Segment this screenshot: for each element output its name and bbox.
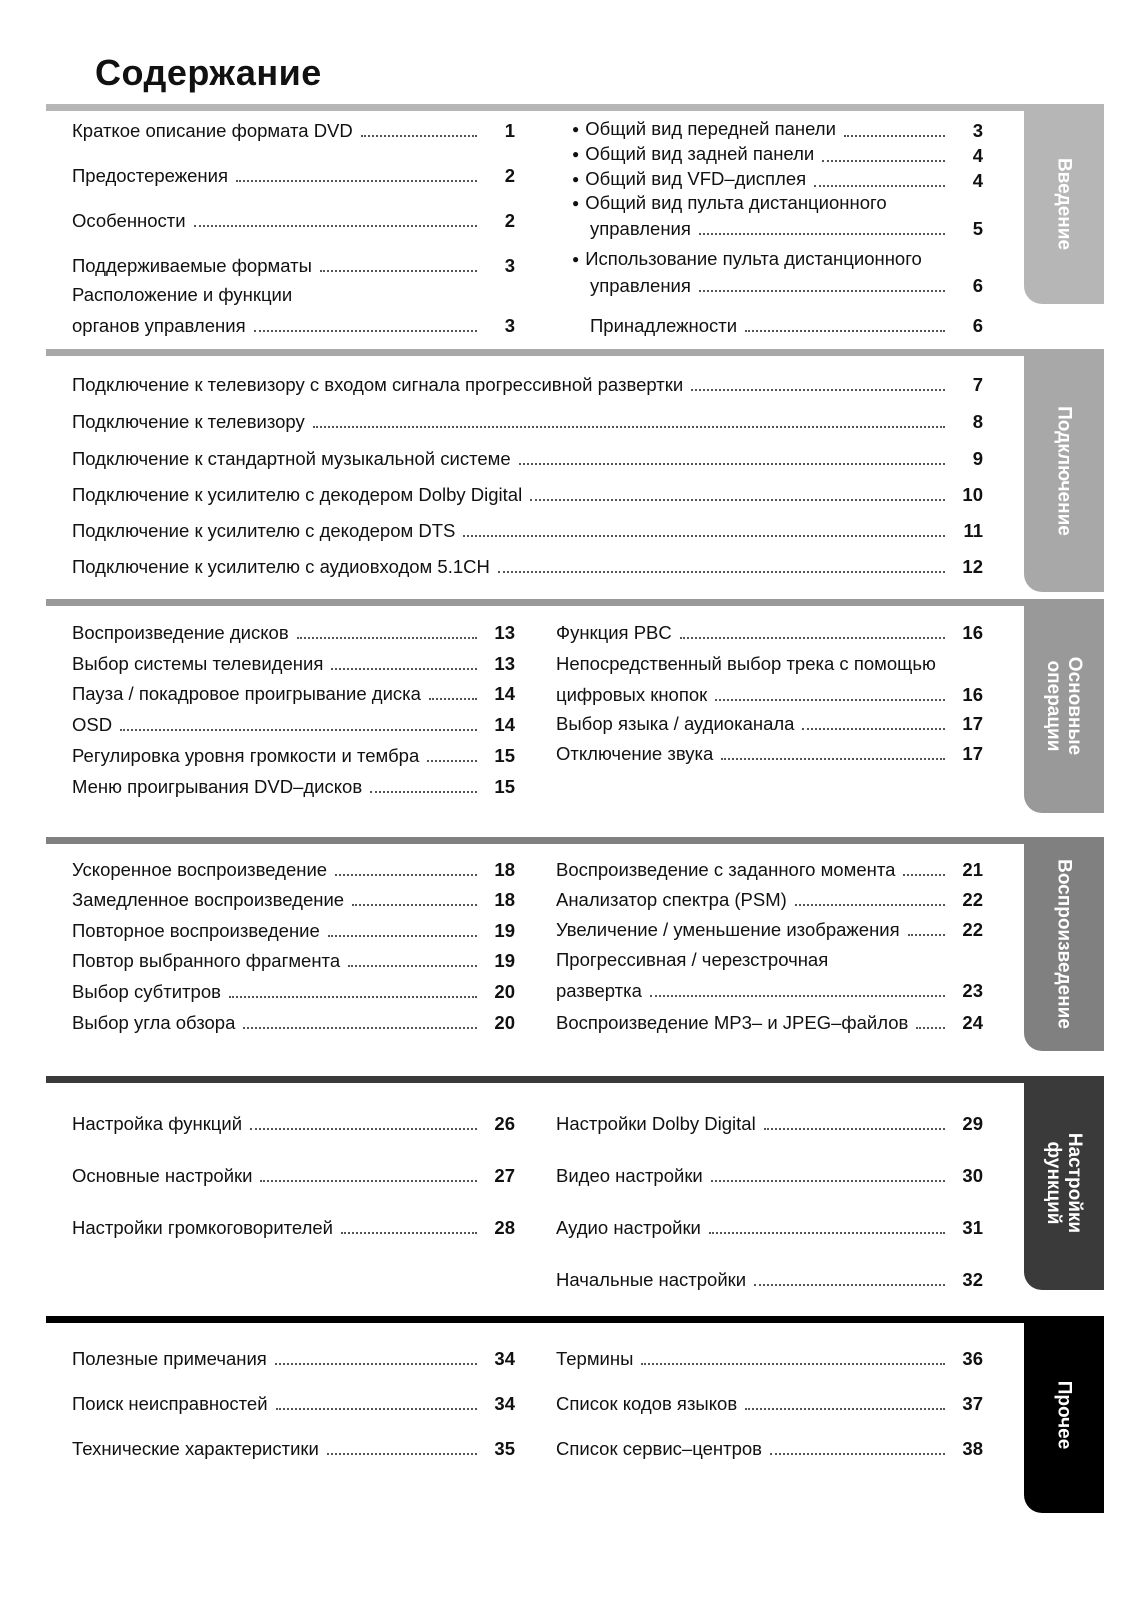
- toc-entry[interactable]: [72, 946, 515, 972]
- toc-entry-label: Настройка функций: [72, 1113, 243, 1134]
- toc-entry-page: 16: [962, 622, 983, 643]
- toc-entry-label: Подключение к стандартной музыкальной системе: [72, 448, 511, 469]
- toc-entry-page: 34: [494, 1348, 515, 1369]
- toc-entry-page: 37: [962, 1393, 983, 1414]
- toc-entry-page: 36: [962, 1348, 983, 1369]
- toc-entry-page: 27: [494, 1165, 515, 1186]
- toc-entry[interactable]: [556, 1008, 983, 1034]
- toc-entry-page: 9: [972, 448, 983, 469]
- toc-entry-label: Выбор системы телевидения: [72, 653, 324, 674]
- leader-dots: [745, 1408, 945, 1410]
- toc-entry[interactable]: [72, 516, 983, 542]
- leader-dots: [745, 330, 945, 332]
- leader-dots: [680, 637, 945, 639]
- toc-entry[interactable]: [72, 772, 515, 798]
- toc-entry-label: Расположение и функции: [72, 284, 293, 305]
- leader-dots: [120, 729, 477, 731]
- leader-dots: [795, 904, 945, 906]
- toc-entry-page: 31: [962, 1217, 983, 1238]
- toc-entry[interactable]: [556, 855, 983, 881]
- toc-entry[interactable]: [72, 370, 983, 396]
- tab-connection[interactable]: [1024, 349, 1104, 592]
- toc-entry[interactable]: [72, 1109, 515, 1135]
- toc-entry-page: 15: [494, 776, 515, 797]
- toc-entry-label: OSD: [72, 714, 113, 735]
- toc-entry-page: 12: [962, 556, 983, 577]
- toc-entry-page: 4: [972, 170, 983, 191]
- leader-dots: [709, 1232, 945, 1234]
- toc-entry[interactable]: [572, 141, 983, 167]
- toc-entry[interactable]: [72, 1434, 515, 1460]
- toc-entry[interactable]: [556, 1213, 983, 1239]
- toc-entry-label: цифровых кнопок: [556, 684, 708, 705]
- toc-entry-label: Видео настройки: [556, 1165, 703, 1186]
- toc-entry-label: Повторное воспроизведение: [72, 920, 320, 941]
- toc-entry-page: 6: [972, 315, 983, 336]
- toc-entry-label: Аудио настройки: [556, 1217, 701, 1238]
- toc-entry-label: Основные настройки: [72, 1165, 253, 1186]
- tab-basic-operations-label: [1043, 657, 1085, 755]
- toc-entry[interactable]: [572, 311, 983, 337]
- toc-entry[interactable]: [556, 1344, 983, 1370]
- toc-entry-page: 38: [962, 1438, 983, 1459]
- toc-entry[interactable]: [72, 206, 515, 232]
- toc-entry-page: 14: [494, 714, 515, 735]
- leader-dots: [348, 965, 477, 967]
- tab-label-line: функций: [1043, 1141, 1064, 1225]
- toc-entry-page: 32: [962, 1269, 983, 1290]
- toc-entry-label: управления: [590, 275, 691, 296]
- toc-entry-label: Поиск неисправностей: [72, 1393, 268, 1414]
- toc-entry-label: Воспроизведение MP3– и JPEG–файлов: [556, 1012, 909, 1033]
- toc-entry[interactable]: [72, 710, 515, 736]
- toc-entry[interactable]: [72, 977, 515, 1003]
- leader-dots: [276, 1408, 477, 1410]
- leader-dots: [361, 135, 477, 137]
- leader-dots: [530, 499, 945, 501]
- toc-entry-page: 4: [972, 145, 983, 166]
- toc-entry-page: 28: [494, 1217, 515, 1238]
- toc-entry-page: 18: [494, 859, 515, 880]
- leader-dots: [236, 180, 477, 182]
- toc-entry[interactable]: [72, 885, 515, 911]
- tab-function-settings-label: [1043, 1133, 1085, 1233]
- leader-dots: [250, 1128, 477, 1130]
- toc-entry[interactable]: [72, 480, 983, 506]
- leader-dots: [916, 1027, 945, 1029]
- toc-entry-label: Список кодов языков: [556, 1393, 738, 1414]
- toc-entry-page: 29: [962, 1113, 983, 1134]
- leader-dots: [320, 270, 477, 272]
- tab-playback[interactable]: [1024, 837, 1104, 1051]
- toc-entry-page: 17: [962, 713, 983, 734]
- leader-dots: [498, 571, 945, 573]
- toc-entry[interactable]: [556, 915, 983, 941]
- leader-dots: [822, 160, 945, 162]
- leader-dots: [699, 233, 945, 235]
- toc-entry-label: Термины: [556, 1348, 634, 1369]
- toc-entry-page: 22: [962, 889, 983, 910]
- toc-entry-label: Анализатор спектра (PSM): [556, 889, 787, 910]
- leader-dots: [844, 135, 945, 137]
- toc-entry-page: 5: [972, 218, 983, 239]
- toc-entry[interactable]: [556, 1109, 983, 1135]
- toc-entry-label: Подключение к усилителю с декодером DTS: [72, 520, 456, 541]
- toc-entry[interactable]: [72, 280, 515, 306]
- toc-entry-page: 35: [494, 1438, 515, 1459]
- toc-entry-page: 15: [494, 745, 515, 766]
- toc-entry[interactable]: [72, 1389, 515, 1415]
- toc-entry[interactable]: [72, 251, 515, 277]
- toc-entry-label: Особенности: [72, 210, 186, 231]
- toc-entry-label: Подключение к усилителю с аудиовходом 5.1CH: [72, 556, 490, 577]
- toc-entry-label: ● Общий вид передней панели: [572, 118, 836, 142]
- toc-entry-label: Выбор языка / аудиоканала: [556, 713, 795, 734]
- toc-entry-page: 2: [504, 210, 515, 231]
- section-divider-play: [46, 837, 1024, 844]
- toc-entry[interactable]: [72, 1344, 515, 1370]
- page-title: Содержание: [95, 52, 322, 93]
- toc-entry-label: Выбор угла обзора: [72, 1012, 236, 1033]
- toc-entry[interactable]: [556, 739, 983, 765]
- tab-label-line: Настройки: [1064, 1132, 1085, 1234]
- leader-dots: [711, 1180, 945, 1182]
- leader-dots: [764, 1128, 945, 1130]
- toc-entry[interactable]: [72, 552, 983, 578]
- section-divider-conn: [46, 349, 1024, 356]
- toc-entry-label: Воспроизведение дисков: [72, 622, 289, 643]
- leader-dots: [691, 389, 945, 391]
- leader-dots: [297, 637, 477, 639]
- toc-entry[interactable]: [572, 190, 983, 216]
- toc-entry-label: Настройки Dolby Digital: [556, 1113, 756, 1134]
- leader-dots: [903, 874, 945, 876]
- leader-dots: [229, 996, 477, 998]
- toc-entry-label: Повтор выбранного фрагмента: [72, 950, 341, 971]
- leader-dots: [335, 874, 477, 876]
- toc-entry-page: 26: [494, 1113, 515, 1134]
- toc-entry-page: 19: [494, 950, 515, 971]
- toc-entry[interactable]: [572, 271, 983, 297]
- toc-entry[interactable]: [556, 649, 983, 675]
- toc-entry-page: 3: [504, 255, 515, 276]
- tab-connection-label: Подключение: [1053, 405, 1075, 536]
- leader-dots: [370, 791, 477, 793]
- toc-entry-label: Функция PBC: [556, 622, 672, 643]
- toc-entry[interactable]: [72, 311, 515, 337]
- toc-entry-page: 10: [962, 484, 983, 505]
- toc-entry[interactable]: [556, 1389, 983, 1415]
- toc-entry-label: Настройки громкоговорителей: [72, 1217, 334, 1238]
- tab-other-label: Прочее: [1053, 1380, 1075, 1449]
- toc-entry[interactable]: [72, 679, 515, 705]
- toc-entry-label: Замедленное воспроизведение: [72, 889, 345, 910]
- toc-entry-page: 19: [494, 920, 515, 941]
- toc-entry-page: 7: [972, 374, 983, 395]
- toc-entry-page: 30: [962, 1165, 983, 1186]
- toc-entry[interactable]: [72, 444, 983, 470]
- toc-entry-label: Полезные примечания: [72, 1348, 267, 1369]
- leader-dots: [313, 426, 945, 428]
- leader-dots: [194, 225, 477, 227]
- toc-entry-page: 2: [504, 165, 515, 186]
- toc-entry-label: ● Общий вид пульта дистанционного: [572, 192, 983, 216]
- toc-entry-page: 22: [962, 919, 983, 940]
- toc-entry[interactable]: [72, 161, 515, 187]
- leader-dots: [327, 1453, 477, 1455]
- toc-entry-label: Список сервис–центров: [556, 1438, 762, 1459]
- toc-entry[interactable]: [72, 407, 983, 433]
- leader-dots: [802, 728, 945, 730]
- toc-entry-label: Регулировка уровня громкости и тембра: [72, 745, 420, 766]
- toc-entry[interactable]: [572, 246, 983, 272]
- toc-entry[interactable]: [556, 709, 983, 735]
- toc-entry-page: 11: [963, 520, 983, 541]
- toc-entry[interactable]: [72, 116, 515, 142]
- toc-entry[interactable]: [556, 1434, 983, 1460]
- toc-entry-label: Меню проигрывания DVD–дисков: [72, 776, 363, 797]
- toc-entry-label: Начальные настройки: [556, 1269, 747, 1290]
- toc-entry-page: 24: [962, 1012, 983, 1033]
- leader-dots: [463, 535, 945, 537]
- toc-entry-label: Поддерживаемые форматы: [72, 255, 312, 276]
- leader-dots: [341, 1232, 477, 1234]
- tab-basic-operations[interactable]: [1024, 599, 1104, 813]
- leader-dots: [427, 760, 477, 762]
- toc-entry[interactable]: [572, 116, 983, 142]
- toc-entry-page: 13: [494, 622, 515, 643]
- toc-entry[interactable]: [556, 976, 983, 1002]
- leader-dots: [908, 934, 945, 936]
- toc-entry-label: Увеличение / уменьшение изображения: [556, 919, 900, 940]
- toc-entry-label: ● Общий вид задней панели: [572, 143, 814, 167]
- leader-dots: [641, 1363, 945, 1365]
- toc-entry[interactable]: [556, 945, 983, 971]
- toc-entry[interactable]: [72, 1161, 515, 1187]
- toc-entry[interactable]: [72, 618, 515, 644]
- toc-entry[interactable]: [72, 1008, 515, 1034]
- toc-entry-label: Подключение к телевизору с входом сигнала прогрессивной развертки: [72, 374, 684, 395]
- section-divider-intro: [46, 104, 1024, 111]
- toc-entry[interactable]: [72, 1213, 515, 1239]
- toc-entry-page: 1: [504, 120, 515, 141]
- leader-dots: [352, 904, 477, 906]
- toc-entry-label: ● Использование пульта дистанционного: [572, 248, 983, 272]
- tab-other[interactable]: [1024, 1316, 1104, 1513]
- leader-dots: [754, 1284, 945, 1286]
- tab-playback-label: Воспроизведение: [1053, 859, 1075, 1029]
- toc-entry[interactable]: [72, 649, 515, 675]
- leader-dots: [699, 290, 945, 292]
- toc-entry-page: 20: [494, 981, 515, 1002]
- toc-entry[interactable]: [572, 214, 983, 240]
- leader-dots: [519, 463, 945, 465]
- tab-label-line: операции: [1043, 660, 1064, 752]
- toc-entry-page: 17: [962, 743, 983, 764]
- toc-entry-label: Технические характеристики: [72, 1438, 319, 1459]
- toc-entry-label: Предостережения: [72, 165, 228, 186]
- toc-entry[interactable]: [556, 618, 983, 644]
- leader-dots: [328, 935, 477, 937]
- section-divider-other: [46, 1316, 1024, 1323]
- leader-dots: [331, 668, 477, 670]
- toc-entry-label: Принадлежности: [590, 315, 738, 336]
- toc-entry-label: Непосредственный выбор трека с помощью: [556, 653, 936, 674]
- toc-entry-page: 13: [494, 653, 515, 674]
- toc-entry-label: Выбор субтитров: [72, 981, 221, 1002]
- toc-entry-label: управления: [590, 218, 691, 239]
- toc-entry-page: 21: [962, 859, 983, 880]
- section-divider-setup: [46, 1076, 1024, 1083]
- tab-label-line: Основные: [1064, 656, 1085, 756]
- toc-entry-label: ● Общий вид VFD–дисплея: [572, 168, 806, 192]
- toc-entry[interactable]: [572, 166, 983, 192]
- toc-entry-page: 20: [494, 1012, 515, 1033]
- leader-dots: [254, 330, 477, 332]
- toc-entry-label: Пауза / покадровое проигрывание диска: [72, 683, 421, 704]
- toc-entry-label: развертка: [556, 980, 642, 1001]
- leader-dots: [814, 185, 945, 187]
- toc-entry-label: Прогрессивная / черезстрочная: [556, 949, 829, 970]
- toc-entry-label: Ускоренное воспроизведение: [72, 859, 328, 880]
- toc-entry-page: 8: [972, 411, 983, 432]
- toc-entry-label: Отключение звука: [556, 743, 714, 764]
- toc-entry-page: 6: [972, 275, 983, 296]
- tab-function-settings[interactable]: [1024, 1076, 1104, 1290]
- leader-dots: [721, 758, 945, 760]
- toc-entry[interactable]: [72, 855, 515, 881]
- toc-entry-page: 23: [962, 980, 983, 1001]
- tab-intro[interactable]: [1024, 104, 1104, 304]
- leader-dots: [715, 699, 945, 701]
- toc-entry-label: Подключение к усилителю с декодером Dolby Digital: [72, 484, 523, 505]
- leader-dots: [770, 1453, 945, 1455]
- toc-entry[interactable]: [556, 1265, 983, 1291]
- section-divider-basic: [46, 599, 1024, 606]
- toc-entry-label: Краткое описание формата DVD: [72, 120, 353, 141]
- toc-entry-page: 16: [962, 684, 983, 705]
- toc-entry[interactable]: [72, 741, 515, 767]
- toc-entry-page: 18: [494, 889, 515, 910]
- toc-entry[interactable]: [556, 680, 983, 706]
- toc-entry[interactable]: [556, 1161, 983, 1187]
- toc-entry[interactable]: [556, 885, 983, 911]
- toc-entry-label: Воспроизведение с заданного момента: [556, 859, 896, 880]
- toc-entry-label: Подключение к телевизору: [72, 411, 305, 432]
- toc-entry-page: 3: [972, 120, 983, 141]
- toc-entry-page: 34: [494, 1393, 515, 1414]
- leader-dots: [243, 1027, 477, 1029]
- toc-entry[interactable]: [72, 916, 515, 942]
- leader-dots: [260, 1180, 477, 1182]
- leader-dots: [429, 698, 477, 700]
- leader-dots: [275, 1363, 477, 1365]
- leader-dots: [650, 995, 945, 997]
- toc-entry-page: 3: [504, 315, 515, 336]
- toc-entry-label: органов управления: [72, 315, 246, 336]
- toc-entry-page: 14: [494, 683, 515, 704]
- tab-intro-label: Введение: [1053, 157, 1075, 251]
